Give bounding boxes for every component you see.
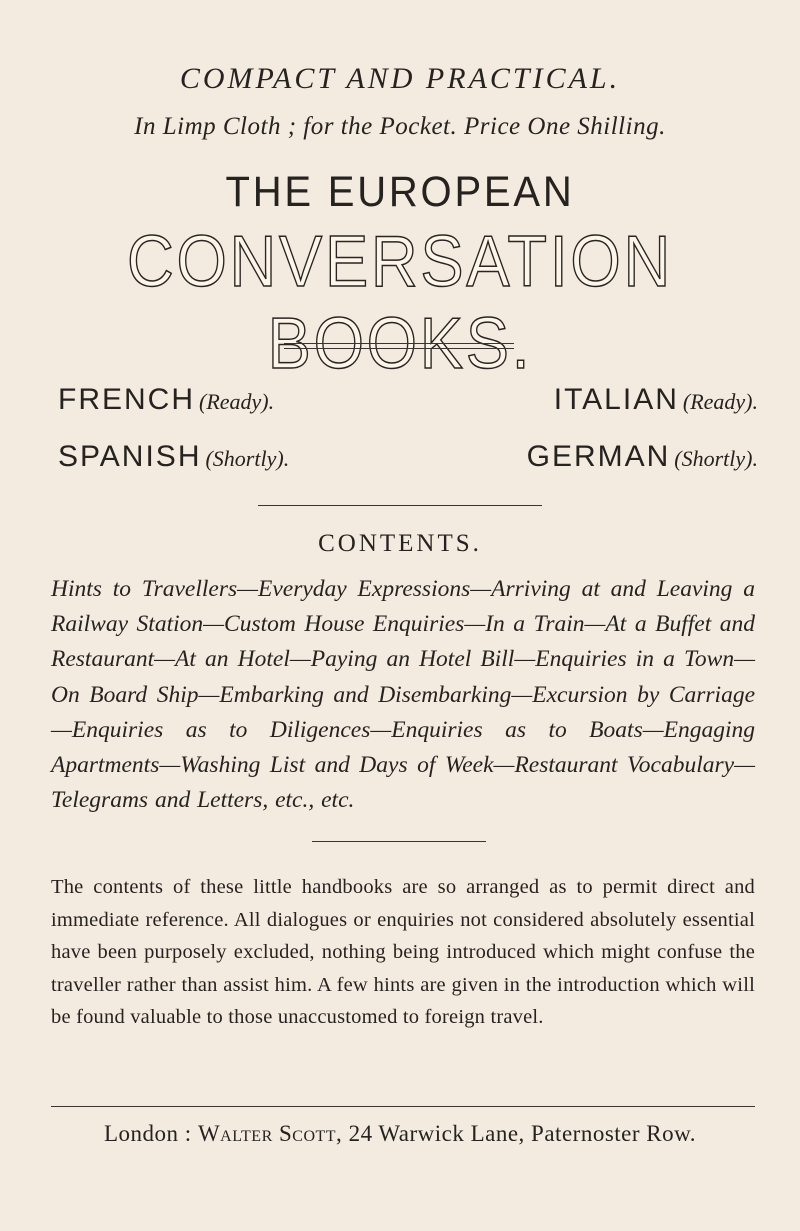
heading: COMPACT AND PRACTICAL.	[179, 62, 621, 95]
publisher-name: Walter Scott,	[197, 1121, 343, 1146]
divider-rule	[258, 505, 542, 506]
divider-rule-short	[312, 841, 486, 842]
contents-title: CONTENTS.	[318, 530, 482, 557]
language-row-2	[58, 440, 758, 474]
footer-rule	[51, 1106, 755, 1107]
language-german: GERMAN (Shortly).	[526, 440, 758, 473]
description-paragraph: The contents of these little handbooks are so arranged as to permit direct and immediate reference. All dialogues or enquiries not considered absolutely essential have been purposely excluded, nothing being introduced which might confuse the traveller rather than assist him. A few hints are given in the introduction which will be found valuable to those unaccustomed to foreign travel.	[51, 876, 755, 1029]
title-double-rule	[284, 343, 514, 349]
publisher-prefix: London :	[104, 1121, 192, 1146]
publisher-address: 24 Warwick Lane, Paternoster Row.	[348, 1121, 696, 1146]
language-italian: ITALIAN (Ready).	[553, 383, 758, 416]
contents-list: Hints to Travellers—Everyday Expressions—Arriving at and Leaving a Railway Station—Custom House Enquiries—In a Train—At a Buffet and Restaurant—At an Hotel—Paying an Hotel Bill—Enquiries in a Town—On Board Ship—Embarking and Disembarking—Excursion by Carriage—Enquiries as to Diligences—Enquiries as to Boats—Engaging Apartments—Washing List and Days of Week—Restaurant Vocabulary—Telegrams and Letters, etc., etc.	[51, 576, 755, 814]
language-french: FRENCH (Ready).	[58, 383, 275, 416]
title-line-1: THE EUROPEAN	[225, 168, 575, 216]
language-row-1	[58, 383, 758, 417]
publisher-line	[0, 1121, 800, 1147]
language-spanish: SPANISH (Shortly).	[58, 440, 290, 473]
title-line-2: CONVERSATION BOOKS.	[126, 222, 674, 384]
subheading: In Limp Cloth ; for the Pocket. Price One Shilling.	[134, 113, 666, 140]
